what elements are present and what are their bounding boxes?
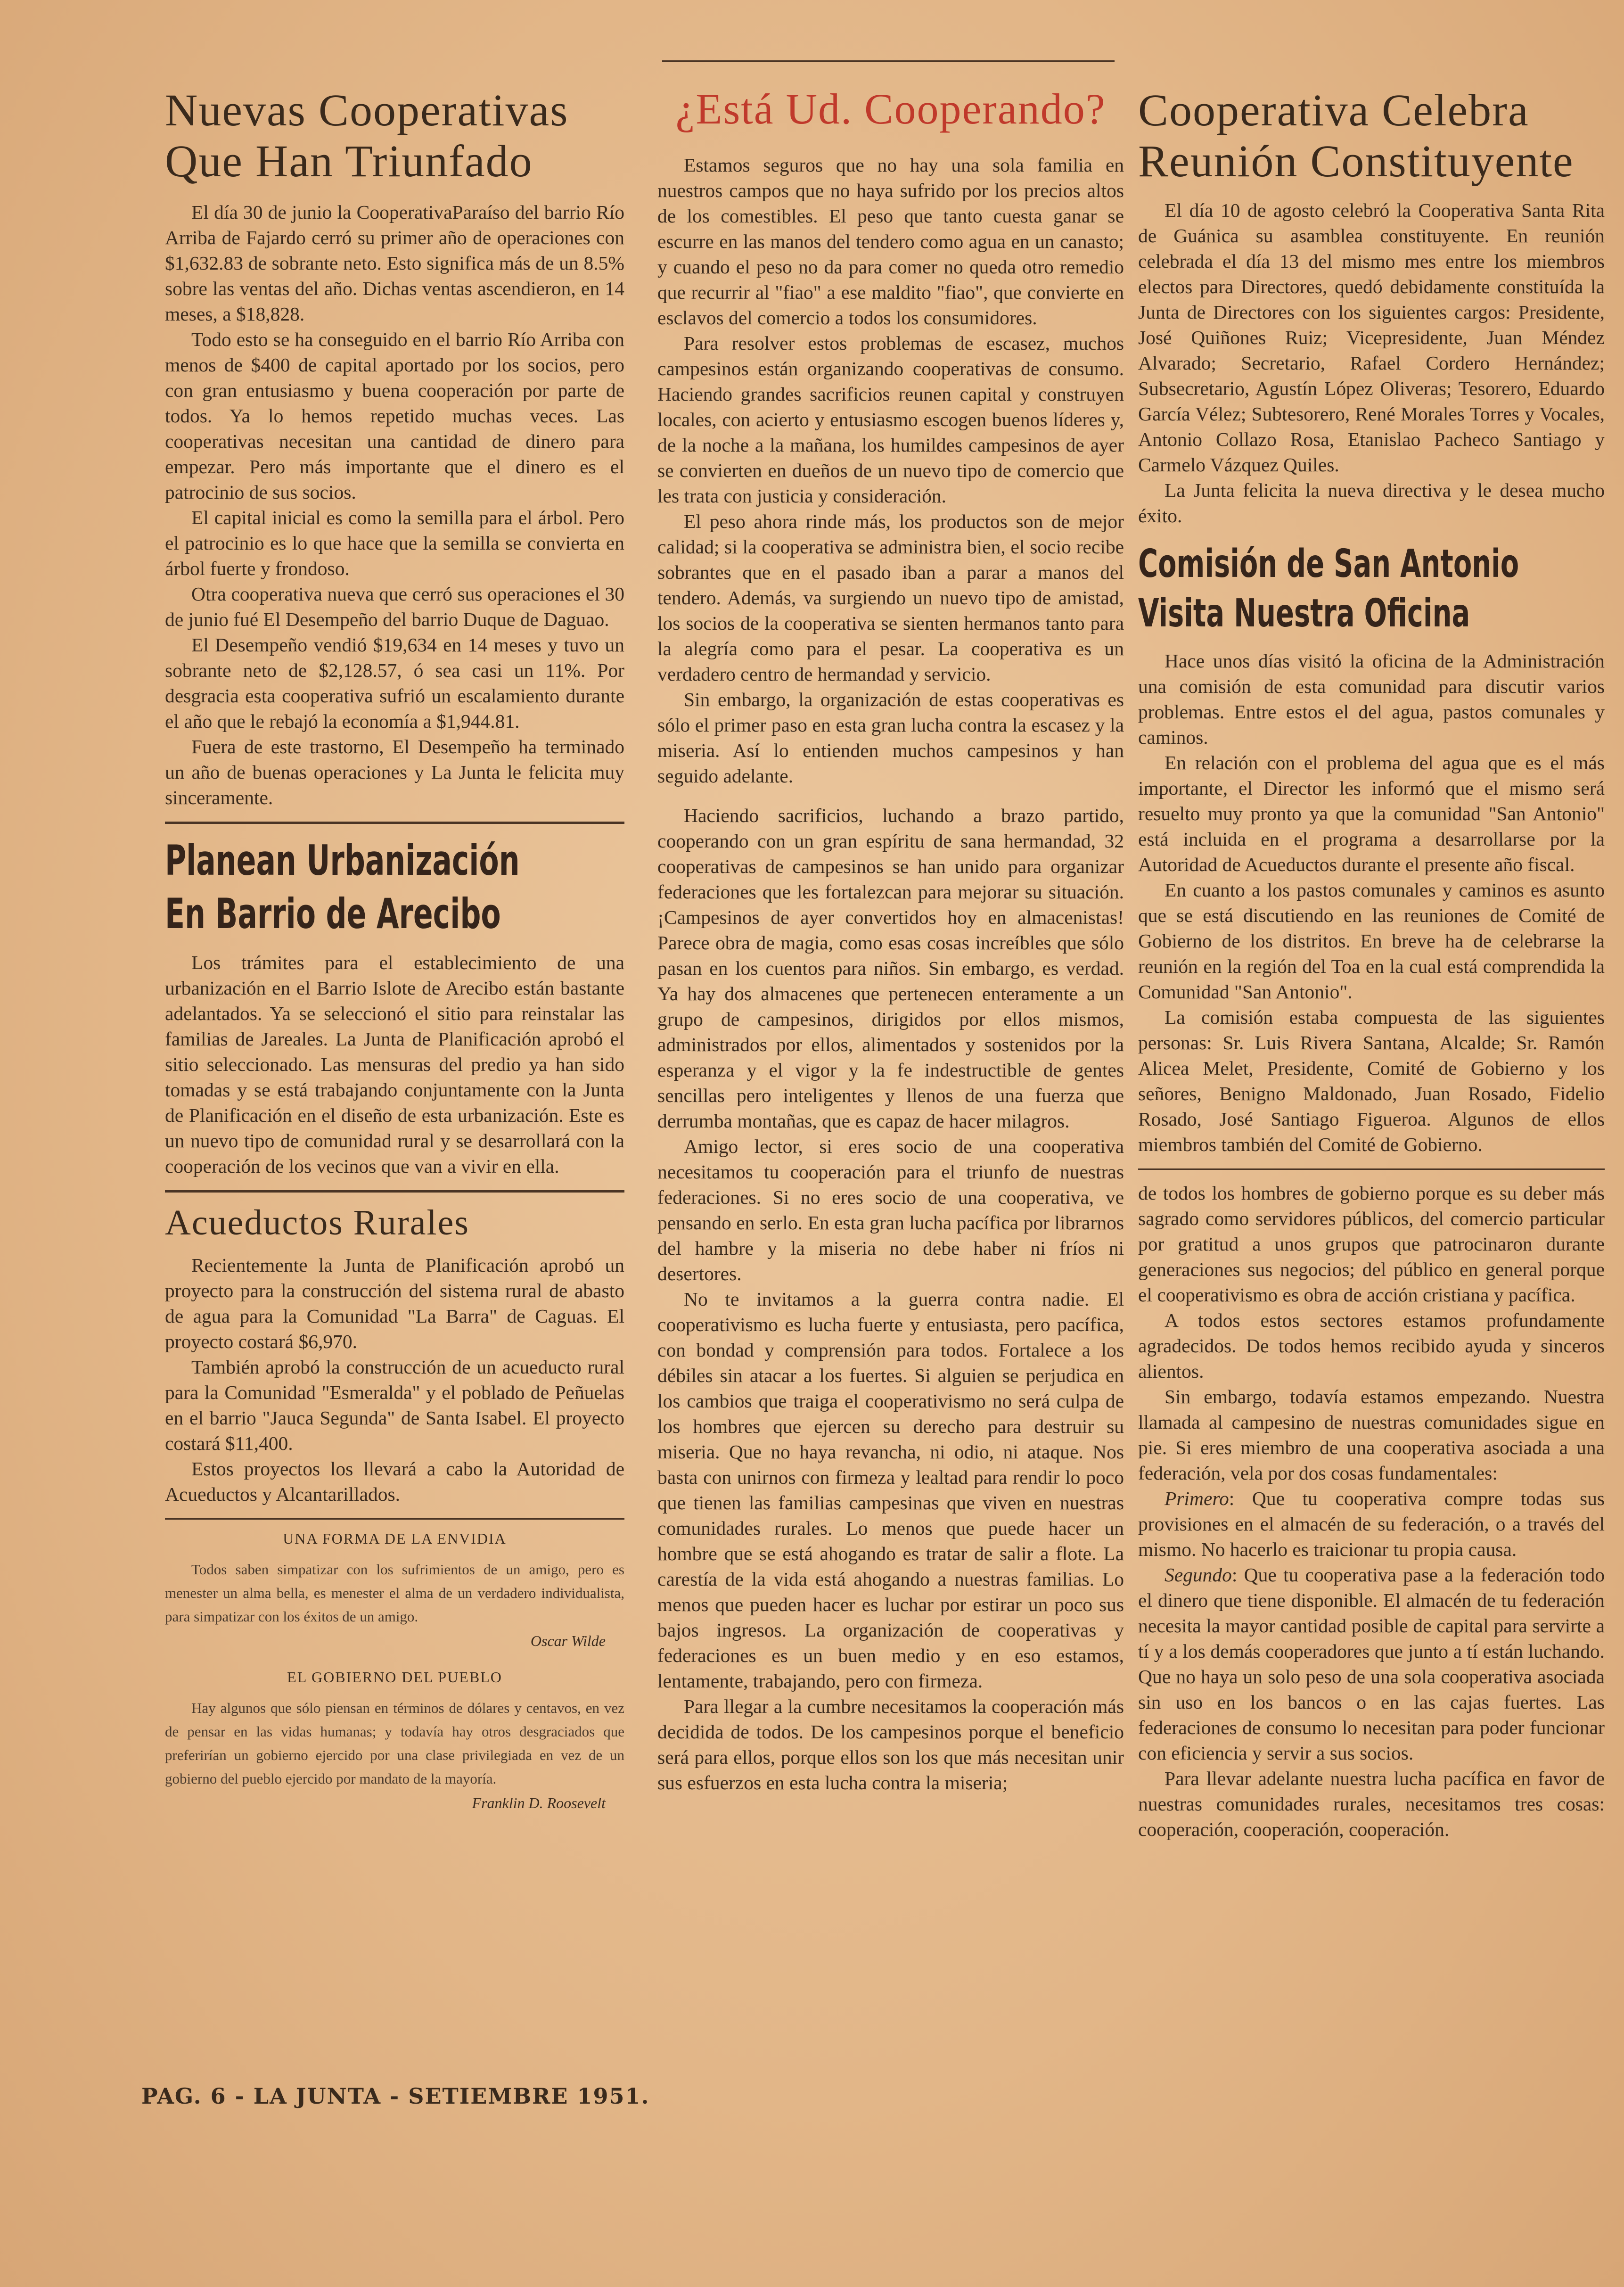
article-paragraph: Estamos seguros que no hay una sola familia en nuestros campos que no haya sufrido por los precios altos de los comestibles. El peso que tanto cuesta ganar se escurre en las manos del tendero como agua en un canasto; y cuando el peso no da para comer no queda otro remedio que recurrir al "fiao" a ese maldito "fiao", que convierte en esclavos del comercio a todos los consumidores.	[657, 154, 1124, 329]
headline-nuevas-cooperativas-line2: Que Han Triunfado	[165, 135, 533, 186]
quote-author: Franklin D. Roosevelt	[472, 1794, 606, 1812]
headline-nuevas-cooperativas-line1: Nuevas Cooperativas	[165, 85, 569, 135]
quote-text: Hay algunos que sólo piensan en términos de dólares y centavos, en vez de pensar en las vidas humanas; y todavía hay otros desgraciados que preferirían un gobierno ejercido por una clase privilegiada en vez de un gobierno del pueblo ejercido por mandato de la mayoría.	[165, 1700, 624, 1787]
article-paragraph: Todo esto se ha conseguido en el barrio Río Arriba con menos de $400 de capital aportado por los socios, pero con gran entusiasmo y buena cooperación por parte de todos. Ya lo hemos repetido muchas veces. Las cooperativas necesitan una cantidad de dinero para empezar. Pero más importante que el dinero es el patrocinio de sus socios.	[165, 329, 624, 503]
article-paragraph: A todos estos sectores estamos profundamente agradecidos. De todos hemos recibido ayuda y sinceros alientos.	[1138, 1309, 1605, 1382]
column-left	[165, 85, 624, 1831]
article-paragraph: Sin embargo, la organización de estas cooperativas es sólo el primer paso en esta gran lucha contra la escasez y la miseria. Así lo entienden muchos campesinos y han seguido adelante.	[657, 689, 1124, 787]
article-paragraph: El día 30 de junio la CooperativaParaíso del barrio Río Arriba de Fajardo cerró su primer año de operaciones con $1,632.83 de sobrante neto. Esto significa más de un 8.5% sobre las ventas del año. Dichas ventas ascendieron, en 14 meses, a $18,828.	[165, 201, 624, 325]
article-paragraph	[1138, 1486, 1605, 1562]
article-paragraph: La comisión estaba compuesta de las siguientes personas: Sr. Luis Rivera Santana, Alcalde; Sr. Ramón Alicea Melet, Presidente, Comité de Gobierno y los señores, Benigno Maldonado, Juan Rosado, Fidelio Rosado, José Santiago Figueroa. Algunos de ellos miembros también del Comité de Gobierno.	[1138, 1006, 1605, 1155]
article-paragraph: No te invitamos a la guerra contra nadie. El cooperativismo es lucha fuerte y entusiasta, pero pacífica, con bondad y comprensión para todos. Fortalece a los débiles sin atacar a los fuertes. Si alguien se perjudica en los cambios que traiga el cooperativismo no será culpa de los hombres que ejercen su derecho para destruir su miseria. Que no haya revancha, ni odio, ni ataque. Nos basta con unirnos con firmeza y lealtad para rendir lo poco que tienen las familias campesinas que viven en nuestras comunidades rurales. Lo menos que puede hacer un hombre que se está ahogando es tratar de salir a flote. La carestía de la vida está ahogando a nuestras familias. Lo menos que pueden hacer es luchar por estirar un poco sus bajos ingresos. La organización de cooperativas y federaciones es un buen medio y en eso estamos, lentamente, trabajando, pero con firmeza.	[657, 1288, 1124, 1692]
article-paragraph: Para resolver estos problemas de escasez, muchos campesinos están organizando cooperativas de consumo. Haciendo grandes sacrificios reunen capital y construyen locales, con acierto y entusiasmo escogen buenos líderes y, de la noche a la mañana, los humildes campesinos de ayer se convierten en dueños de un nuevo tipo de comercio que les trata con justicia y consideración.	[657, 332, 1124, 507]
article-paragraph: Sin embargo, todavía estamos empezando. Nuestra llamada al campesino de nuestras comunidades sigue en pie. Si eres miembro de una cooperativa asociada a una federación, vela por dos cosas fundamentales:	[1138, 1385, 1605, 1484]
article-paragraph: También aprobó la construcción de un acueducto rural para la Comunidad "Esmeralda" y el poblado de Peñuelas en el barrio "Jauca Segunda" de Santa Isabel. El proyecto costará $11,400.	[165, 1356, 624, 1455]
article-paragraph: Haciendo sacrificios, luchando a brazo partido, cooperando con un gran espíritu de sana hermandad, 32 cooperativas de campesinos se han unido para organizar federaciones que les fortalezcan para mejorar su situación. ¡Campesinos de ayer convertidos hoy en almacenistas! Parece obra de magia, como esas cosas increíbles que sólo pasan en los cuentos para niños. Sin embargo, es verdad. Ya hay dos almacenes que pertenecen enteramente a un grupo de campesinos, dirigidos por ellos mismos, administrados por ellos, alimentados y sostenidos por la esperanza y el vigor y la fe indestructible de gentes sencillas pero inteligentes y llenos de una fuerza que derrumba montañas, que es capaz de hacer milagros.	[657, 805, 1124, 1132]
article-paragraph: El Desempeño vendió $19,634 en 14 meses y tuvo un sobrante neto de $2,128.57, ó sea casi un 11%. Por desgracia esta cooperativa sufrió un escalamiento durante el año que le rebajó la economía a $1,944.81.	[165, 634, 624, 732]
headline-acueductos-rurales: Acueductos Rurales	[165, 1203, 469, 1243]
headline-esta-ud-cooperando: ¿Está Ud. Cooperando?	[675, 85, 1106, 133]
quote-text: Todos saben simpatizar con los sufrimientos de un amigo, pero es menester un alma bella, es menester el alma de un verdadero individualista, para simpatizar con los éxitos de un amigo.	[165, 1561, 624, 1625]
article-paragraph: Los trámites para el establecimiento de una urbanización en el Barrio Islote de Arecibo están bastante adelantados. Ya se seleccionó el sitio para reinstalar las familias de Jareales. La Junta de Planificación aprobó el sitio seleccionado. Las mensuras del predio ya han sido tomadas y se está trabajando conjuntamente con la Junta de Planificación en el diseño de esta urbanización. Este es un nuevo tipo de comunidad rural y se desarrollará con la cooperación de los vecinos que van a vivir en ella.	[165, 952, 624, 1177]
list-text: : Que tu cooperativa compre todas sus provisiones en el almacén de su federación, o a través del mismo. No hacerlo es traicionar tu propia causa.	[1138, 1487, 1605, 1560]
article-paragraph: Amigo lector, si eres socio de una cooperativa necesitamos tu cooperación para el triunfo de nuestras federaciones. Si no eres socio de una cooperativa, ve pensando en serlo. En esta gran lucha pacífica por librarnos del hambre y la miseria no debe haber ni fríos ni desertores.	[657, 1135, 1124, 1285]
divider	[165, 1518, 624, 1520]
article-paragraph: Para llevar adelante nuestra lucha pacífica en favor de nuestras comunidades rurales, necesitamos tres cosas: cooperación, cooperación, cooperación.	[1138, 1767, 1605, 1840]
article-paragraph: Fuera de este trastorno, El Desempeño ha terminado un año de buenas operaciones y La Junta le felicita muy sinceramente.	[165, 736, 624, 809]
article-paragraph	[1138, 1562, 1605, 1766]
divider	[165, 822, 624, 824]
article-paragraph: Otra cooperativa nueva que cerró sus operaciones el 30 de junio fué El Desempeño del barrio Duque de Daguao.	[165, 583, 624, 631]
headline-planean-urbanizacion-line2: En Barrio de Arecibo	[165, 889, 501, 938]
top-rule	[662, 60, 1115, 62]
continued-paragraph: de todos los hombres de gobierno porque es su deber más sagrado como servidores públicos, del comercio particular por gratitud a unos grupos que patrocinaron durante generaciones sus negocios; del público en general porque el cooperativismo es obra de acción cristiana y pacífica.	[1138, 1182, 1605, 1306]
divider	[1138, 1168, 1605, 1170]
headline-cooperativa-celebra-line2: Reunión Constituyente	[1138, 135, 1574, 186]
quote-title: EL GOBIERNO DEL PUEBLO	[287, 1669, 502, 1686]
headline-cooperativa-celebra-line1: Cooperativa Celebra	[1138, 85, 1529, 135]
list-label-segundo: Segundo	[1165, 1563, 1232, 1586]
article-paragraph: Estos proyectos los llevará a cabo la Autoridad de Acueductos y Alcantarillados.	[165, 1458, 624, 1505]
list-label-primero: Primero	[1165, 1487, 1229, 1509]
article-paragraph: Hace unos días visitó la oficina de la Administración una comisión de esta comunidad para discutir varios problemas. Entre estos el del agua, pastos comunales y caminos.	[1138, 650, 1605, 748]
article-paragraph: Recientemente la Junta de Planificación aprobó un proyecto para la construcción del sistema rural de abasto de agua para la Comunidad "La Barra" de Caguas. El proyecto costará $6,970.	[165, 1254, 624, 1353]
list-text: : Que tu cooperativa pase a la federación todo el dinero que tiene disponible. El almacén de tu federación necesita la mayor cantidad posible de capital para servirte a tí y a los demás cooperadores que junto a tí están luchando. Que no haya un solo peso de una sola cooperativa asociada sin uso en los bancos o en las cajas fuertes. Las federaciones de consumo lo necesitan para poder funcionar con eficiencia y servir a sus socios.	[1138, 1563, 1605, 1764]
article-paragraph: El capital inicial es como la semilla para el árbol. Pero el patrocinio es lo que hace que la semilla se convierta en árbol fuerte y frondoso.	[165, 507, 624, 580]
article-paragraph: La Junta felicita la nueva directiva y le desea mucho éxito.	[1138, 479, 1605, 527]
headline-planean-urbanizacion-line1: Planean Urbanización	[165, 836, 520, 885]
quote-author: Oscar Wilde	[530, 1632, 606, 1650]
column-center	[657, 85, 1124, 1795]
column-right	[1138, 85, 1605, 1842]
article-paragraph: En cuanto a los pastos comunales y caminos es asunto que se está discutiendo en las reuniones de Comité de Gobierno de los distritos. En breve ha de celebrarse la reunión en la región del Toa en la cual está comprendida la Comunidad "San Antonio".	[1138, 879, 1605, 1003]
article-paragraph: El peso ahora rinde más, los productos son de mejor calidad; si la cooperativa se administra bien, el socio recibe sobrantes que en el pasado iban a parar a manos del tendero. Además, va surgiendo un nuevo tipo de amistad, los socios de la cooperativa se sienten hermanos tanto para la alegría como para el pesar. La cooperativa es un verdadero centro de hermandad y servicio.	[657, 510, 1124, 685]
quote-title: UNA FORMA DE LA ENVIDIA	[283, 1530, 507, 1547]
article-paragraph: Para llegar a la cumbre necesitamos la cooperación más decidida de todos. De los campesinos porque el beneficio será para ellos, porque ellos son los que más necesitan unir sus esfuerzos en esta lucha contra la miseria;	[657, 1695, 1124, 1794]
divider	[165, 1190, 624, 1193]
article-paragraph: El día 10 de agosto celebró la Cooperativa Santa Rita de Guánica su asamblea constituyente. En reunión celebrada el día 13 del mismo mes entre los miembros electos para Directores, quedó debidamente constituída la Junta de Directores con los siguientes cargos: Presidente, José Quiñones Ruiz; Vicepresidente, Juan Méndez Alvarado; Secretario, Rafael Cordero Hernández; Subsecretario, Agustín López Oliveras; Tesorero, Eduardo García Vélez; Subtesorero, René Morales Torres y Vocales, Antonio Collazo Rosa, Etanislao Pacheco Santiago y Carmelo Vázquez Quiles.	[1138, 199, 1605, 476]
headline-comision-san-antonio-line2: Visita Nuestra Oficina	[1138, 591, 1470, 636]
headline-comision-san-antonio-line1: Comisión de San Antonio	[1138, 542, 1519, 587]
page-footer: PAG. 6 - LA JUNTA - SETIEMBRE 1951.	[141, 2083, 650, 2109]
article-paragraph: En relación con el problema del agua que es el más importante, el Director les informó que el mismo será resuelto muy pronto ya que la comunidad "San Antonio" está incluida en el programa a desarrollarse por la Autoridad de Acueductos durante el presente año fiscal.	[1138, 751, 1605, 875]
